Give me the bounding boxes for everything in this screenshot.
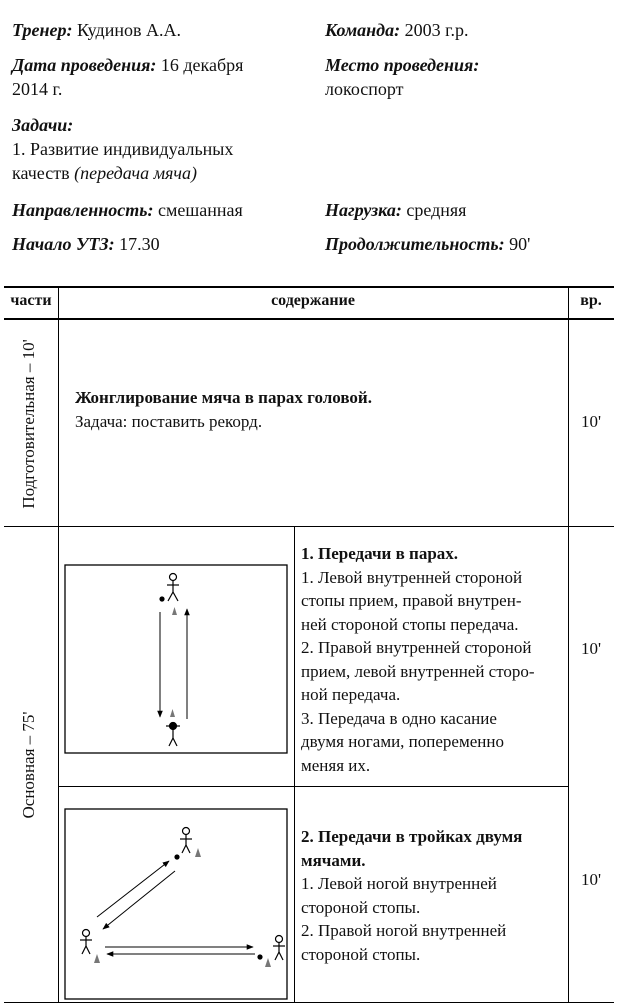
- ex2-player-top: [180, 828, 192, 854]
- team-value: 2003 г.р.: [404, 20, 469, 40]
- date-field: [12, 53, 243, 101]
- direction-label: Направленность:: [12, 200, 154, 220]
- tasks-line2a: качеств: [12, 163, 75, 183]
- col-parts-header: части: [10, 292, 52, 309]
- ex2-ball-right: [257, 954, 262, 959]
- ex2-time: 10': [580, 870, 602, 889]
- ex1-text: [301, 542, 566, 777]
- tasks-field: [12, 113, 233, 185]
- ex2-field-outline: [65, 809, 287, 999]
- ex2-cone-top: [195, 848, 201, 857]
- start-field: [12, 232, 160, 256]
- date-label: Дата проведения:: [12, 55, 157, 75]
- ex2-player-right: [273, 936, 285, 961]
- ex2-diagram: [59, 787, 294, 1002]
- ex2-title-1: 2. Передачи в тройках двумя: [301, 827, 523, 846]
- trainer-field: [12, 18, 181, 42]
- prep-title: Жонглирование мяча в парах головой.: [75, 388, 372, 407]
- prep-part-label: Подготовительная – 10': [19, 339, 38, 509]
- ex2-line: 2. Правой ногой внутренней: [301, 921, 507, 940]
- date-value-2: 2014 г.: [12, 79, 63, 99]
- duration-label: Продолжительность:: [325, 234, 505, 254]
- ex1-line: прием, левой внутренней сторо-: [301, 661, 535, 681]
- ex1-line: ной передача.: [301, 685, 401, 704]
- load-label: Нагрузка:: [325, 200, 402, 220]
- start-value: 17.30: [119, 234, 160, 254]
- tasks-line2b: (передача мяча): [74, 163, 198, 183]
- ex2-title-2: мячами.: [301, 850, 366, 870]
- ex2-cone-right: [265, 958, 271, 967]
- direction-value: смешанная: [157, 200, 243, 220]
- date-value-1: 16 декабря: [160, 55, 244, 75]
- ex2-player-left: [80, 930, 92, 955]
- duration-value: 90': [509, 234, 531, 254]
- ex1-line: меняя их.: [301, 755, 371, 775]
- direction-field: [12, 198, 243, 222]
- main-part-label: Основная – 75': [19, 711, 38, 819]
- ex1-title: 1. Передачи в парах.: [301, 544, 459, 563]
- prep-task: Задача: поставить рекорд.: [75, 411, 263, 431]
- header-bottom-line: [4, 318, 614, 320]
- ex1-line: стопы прием, правой внутрен-: [301, 591, 522, 610]
- team-label: Команда:: [325, 20, 401, 40]
- trainer-value: Кудинов А.А.: [77, 20, 181, 40]
- load-value: средняя: [406, 200, 467, 220]
- ex1-line: ней стороной стопы передача.: [301, 614, 519, 634]
- tasks-line1: 1. Развитие индивидуальных: [12, 139, 234, 159]
- ex1-player-bottom: [166, 723, 180, 747]
- ex1-ball-top: [159, 596, 164, 601]
- ex2-cone-left: [94, 954, 100, 963]
- col-time-header: вр.: [580, 292, 602, 309]
- ex1-line: 2. Правой внутренней стороной: [301, 638, 532, 657]
- ex2-ball-top: [174, 854, 179, 859]
- prep-content: [75, 386, 555, 433]
- ex2-pass-diag-down: [103, 871, 175, 929]
- team-field: [325, 18, 468, 42]
- table-bottom-line: [4, 1002, 614, 1003]
- trainer-label: Тренер:: [12, 20, 73, 40]
- duration-field: [325, 232, 530, 256]
- ex2-text: [301, 825, 566, 966]
- table-top-line: [4, 286, 614, 288]
- diagram-col-line: [294, 526, 295, 1003]
- ex1-line: двумя ногами, попеременно: [301, 732, 504, 751]
- col-content-header: содержание: [271, 292, 355, 309]
- prep-time: 10': [580, 412, 602, 431]
- ex1-cone-bottom: [170, 709, 175, 717]
- ex2-line: стороной стопы.: [301, 944, 421, 964]
- ex1-line: 3. Передача в одно касание: [301, 708, 497, 728]
- place-value: локоспорт: [325, 79, 404, 99]
- place-label: Место проведения:: [325, 55, 480, 75]
- ex1-time: 10': [580, 639, 602, 658]
- load-field: [325, 198, 466, 222]
- tasks-label: Задачи:: [12, 115, 74, 135]
- ex2-pass-diag-up: [97, 861, 169, 917]
- ex1-cone-top: [172, 607, 177, 615]
- ex1-player-top: [167, 574, 179, 602]
- start-label: Начало УТЗ:: [12, 234, 115, 254]
- ex2-line: стороной стопы.: [301, 897, 421, 917]
- place-field: [325, 53, 479, 101]
- ex1-diagram: [59, 527, 294, 786]
- ex1-line: 1. Левой внутренней стороной: [301, 567, 523, 587]
- ex2-line: 1. Левой ногой внутренней: [301, 874, 497, 893]
